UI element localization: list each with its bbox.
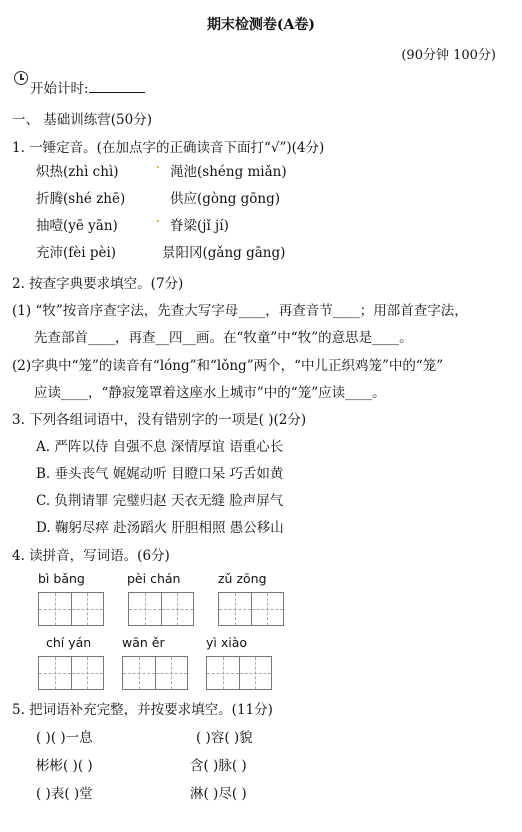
- q3-option[interactable]: B. 垂头丧气 娓娓动听 目瞪口呆 巧舌如黄: [36, 466, 284, 482]
- time-score: (90分钟 100分): [401, 48, 496, 63]
- q1-item: 供应(gòng gōng): [170, 191, 281, 207]
- q3-option[interactable]: C. 负荆请罪 完璧归赵 天衣无缝 脸声屏气: [36, 493, 284, 509]
- writing-grid[interactable]: [218, 592, 284, 626]
- q5-prompt: 5. 把词语补充完整，并按要求填空。(11分): [12, 702, 273, 718]
- q2-part2-line2: 应读____，“静寂笼罩着这座水上城市”中的“笼”应读____。: [34, 385, 386, 401]
- q1-item: 充沛(fèi pèi): [36, 245, 117, 261]
- q4-prompt: 4. 读拼音，写词语。(6分): [12, 548, 170, 564]
- writing-grid[interactable]: [122, 656, 188, 690]
- q3-option[interactable]: A. 严阵以侍 自强不息 深情厚谊 语重心长: [36, 439, 284, 455]
- q1-item: 炽热(zhì chì): [36, 164, 119, 180]
- q1-prompt: 1. 一锤定音。(在加点字的正确读音下面打“√”)(4分): [12, 140, 325, 156]
- writing-grid[interactable]: [38, 656, 104, 690]
- section-heading: 一、 基础训练营(50分): [12, 112, 153, 128]
- q2-part1-line1: (1) “牧”按音序查字法，先查大写字母____，再查音节____；用部首查字法，: [12, 303, 468, 319]
- pinyin-label: zǔ zōng: [218, 571, 267, 586]
- q1-item: 景阳冈(gǎng gāng): [162, 245, 286, 261]
- writing-grid[interactable]: [128, 592, 194, 626]
- pinyin-label: yì xiào: [206, 635, 248, 650]
- emphasis-dot: [157, 220, 159, 222]
- q5-fill[interactable]: ( )表( )堂: [36, 786, 93, 802]
- q3-prompt: 3. 下列各组词语中，没有错别字的一项是( )(2分): [12, 412, 307, 428]
- q1-item: 渑池(shéng miǎn): [170, 164, 287, 180]
- start-time-blank[interactable]: [89, 80, 145, 93]
- page-title: 期末检测卷(A卷): [206, 17, 316, 33]
- q3-option[interactable]: D. 鞠躬尽瘁 赴汤蹈火 肝胆相照 愚公移山: [36, 520, 284, 536]
- writing-grid[interactable]: [38, 592, 104, 626]
- pinyin-label: bì bǎng: [38, 571, 85, 586]
- q5-fill[interactable]: 淋( )尽( ): [190, 786, 247, 802]
- q2-part1-line2: 先查部首____，再查__四__画。在“牧童”中“牧”的意思是____。: [34, 330, 413, 346]
- clock-icon: [14, 71, 28, 85]
- q5-fill[interactable]: ( )容( )貌: [196, 730, 253, 746]
- q1-item: 脊梁(jǐ jí): [170, 218, 229, 234]
- emphasis-dot: [157, 166, 159, 168]
- pinyin-label: pèi chán: [127, 571, 181, 586]
- q1-item: 折腾(shé zhē): [36, 191, 126, 207]
- writing-grid[interactable]: [206, 656, 272, 690]
- q5-fill[interactable]: ( )( )一息: [36, 730, 93, 746]
- pinyin-label: wān ěr: [122, 635, 165, 650]
- q1-item: 抽噎(yē yān): [36, 218, 118, 234]
- q5-fill[interactable]: 彬彬( )( ): [36, 758, 93, 774]
- start-time-label: 开始计时:: [30, 81, 89, 97]
- q2-prompt: 2. 按查字典要求填空。(7分): [12, 276, 184, 292]
- start-time-line: [30, 77, 145, 97]
- pinyin-label: chí yán: [46, 635, 92, 650]
- q5-fill[interactable]: 含( )脉( ): [190, 758, 247, 774]
- q2-part2-line1: (2)字典中“笼”的读音有“lóng”和“lǒng”两个，“中儿正织鸡笼”中的“笼”: [12, 358, 444, 374]
